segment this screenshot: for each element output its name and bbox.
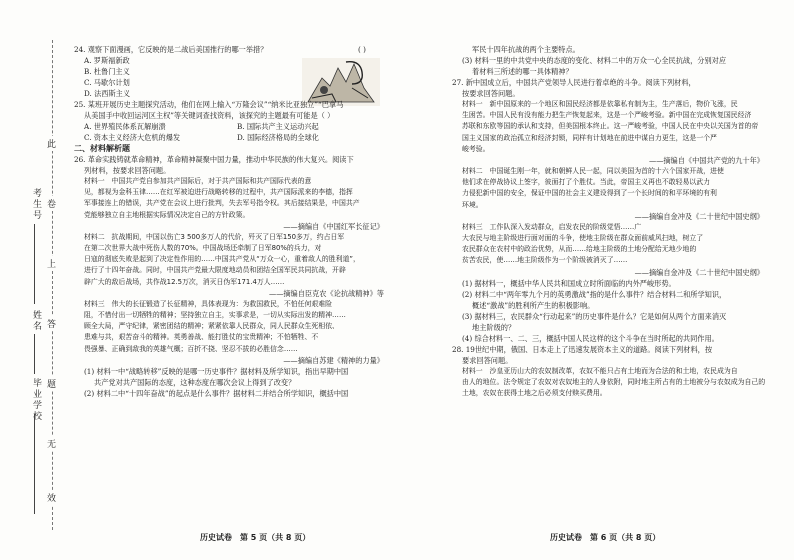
q24-option: A. 罗斯福新政	[84, 56, 130, 65]
q27-material-1-line: 材料一 新中国原来的一个地区和国民经济都是依靠私有制为主，生产落后，物价飞涨，民	[462, 100, 738, 108]
q25-option: C. 资本主义经济大危机的爆发	[84, 133, 181, 142]
q26-stem: 26. 革命实践铸就革命精神，革命精神凝聚中国力量，推动中华民族的伟大复兴。阅读下	[74, 155, 354, 164]
q26-sub-question-2: (2) 材料二中“十四年奋战”的起点是什么事件？据材料二并结合所学知识，概括中国	[84, 388, 349, 398]
exam-id-label: 考生号	[31, 188, 41, 221]
q27-material-1-line: 国主义国家的政治孤立和经济封锁，同样有计划地在前进中谋自力更生，这是一个严	[462, 133, 717, 142]
seal-char: 无	[47, 436, 56, 451]
school-field[interactable]	[34, 414, 35, 514]
seal-char: 答	[47, 316, 56, 331]
q24-stem-text: 24. 观察下面漫画，它反映的是二战后美国推行的哪一举措？	[74, 45, 268, 54]
q27-material-2-line: 力侵犯新中国的安全，保证中国的社会主义建设得到了一个长时间的和平环境的有利	[462, 189, 717, 198]
name-label: 姓名	[31, 310, 41, 332]
seal-char: 上	[47, 256, 56, 271]
q26-material-3-line: 阻，不惜付出一切牺牲的精神；坚持独立自主，实事求是，一切从实际出发的精神……	[84, 311, 346, 320]
q24-option: B. 杜鲁门主义	[84, 67, 130, 76]
q27-material-2-line: 他们求在停战协议上签字，彼面打了个胜仗。当此，帝国主义再也不敢轻易以武力	[462, 178, 711, 187]
q27-material-2-line: 环境。	[462, 200, 483, 209]
q27-material-1-source: ——摘编自《中国共产党的九十年》	[648, 156, 764, 166]
section-title: 二、材料解析题	[74, 144, 130, 153]
q27-sub-question-3: (3) 据材料三，农民群众“行动起来”的历史事件是什么？它是如何从两个方面来消灭	[462, 311, 727, 321]
q26-material-1-line: 材料一 中国共产党自参加共产国际后，对于共产国际和共产国际代表的意	[84, 177, 312, 185]
seal-char: 题	[47, 376, 56, 391]
q26-material-3-source: ——摘编自苏建《精神的力量》	[283, 355, 384, 365]
q27-material-2-line: 材料二 中国诞生刚一年，就和朝鲜人民一起，同以美国为首的十六个国家开战，进使	[462, 167, 724, 176]
q24-option: C. 马歇尔计划	[84, 78, 130, 87]
q26-sub-question-1: (1) 材料一中“战略转移”反映的是哪一历史事件？据材料及所学知识，指出早期中国	[84, 366, 349, 376]
q27-sub-question-4: (4) 综合材料一、二、三，概括中国人民这样的这个斗争在当时所起的共同作用。	[462, 333, 719, 343]
q28-stem-cont: 要求回答问题。	[462, 355, 513, 365]
q27-material-1-line: 峻考验。	[462, 144, 490, 153]
q24-answer-bracket: ( )	[358, 45, 366, 54]
page-6-column	[452, 44, 770, 399]
seal-char: 卷	[47, 196, 56, 211]
q27-sub-question-2: (2) 材料二中“两年零九个月的英勇激战”指的是什么事件？结合材料二和所学知识，	[462, 289, 727, 299]
q25-stem: 25. 某班开展历史主题探究活动，他们在网上输入“万隆会议”“纳米比亚独立”“巴拿马	[74, 100, 344, 109]
q26-material-3-line: 材料三 伟大的长征锻造了长征精神，具体表现为：为救国救民，不怕任何艰难险	[84, 299, 333, 308]
name-field[interactable]	[34, 334, 35, 374]
school-label: 毕业学校	[31, 378, 41, 422]
exam-id-field[interactable]	[34, 224, 35, 304]
q27-material-1-line: 苏联和东欧等国的承认和支持，但美国根本终止。这一严峻考验，中国人民在中央以关国为首的帝	[462, 122, 759, 131]
q26-material-1-source: ——摘编自《中国红军长征记》	[283, 221, 384, 231]
seal-line	[52, 40, 53, 530]
q26-material-1-line: 军事接连上的错误，共产党在会议上进行批判，失去军号指令权。其后接结果是，中国共产	[84, 199, 360, 208]
q27-material-1-line: 生困苦。中国人民有没有能力把生产恢复起来，这是一个严峻考验。新中国在完成恢复国民经济	[462, 111, 752, 120]
q25-stem-cont: 从美国手中收回运河区主权”等关键词查找资料，该探究的主题最有可能是（ ）	[84, 111, 335, 120]
q28-material-1-line: 土地，农奴在获得土地之后必须支付赎买费用。	[462, 389, 607, 398]
q26-material-2-line: 在第二次世界大战中死伤人数的70%。中国战场还牵制了日军80%的兵力，对	[84, 244, 322, 253]
q26-material-1-line: 党能够独立自主地根据实际情况决定自己的方针政策。	[84, 210, 250, 219]
q26-material-2-line: 进行了十四年奋战。同时，中国共产党最大限度地动员和团结全国军民共同抗战，开辟	[84, 266, 346, 275]
q26-material-2-line: 日寇的彻底失败是起到了决定性作用的……中国共产党从“万众一心，重着敌人的胜利道”，	[84, 255, 360, 264]
q27-sub-question-2-cont: 概述“激战”的胜利所产生的积极影响。	[472, 300, 595, 310]
q26-material-3-line: 畏强暴、正确到敌我的英雄气概；百折不挠、坚忍不拔的必胜信念……	[84, 344, 298, 353]
seal-char: 效	[47, 490, 56, 505]
q25-option: D. 国际经济格局的全球化	[237, 133, 319, 142]
q25-options	[74, 121, 390, 143]
q26-sub-question-1-cont: 共产党对共产国际的态度，这种态度在哪次会议上得到了改变？	[94, 377, 296, 387]
q26-material-2-line: 材料二 抗战期间，中国以伤亡3 500多万人的代价，歼灭了日军150多万，约占日军	[84, 232, 345, 241]
q25-option: A. 世界殖民体系瓦解崩溃	[84, 122, 166, 131]
page-5-footer: 历史试卷 第 5 页（共 8 页）	[200, 533, 311, 542]
seal-char: 此	[47, 136, 56, 151]
q27-material-3-source: ——摘编自金冲及《二十世纪中国史纲》	[634, 267, 764, 277]
binding-margin	[0, 0, 66, 560]
q26-material-2-line: 辟广大的敌后战场，共作战12.5万次，消灭日伪军171.4万人……	[84, 277, 285, 286]
q27-stem: 27. 新中国成立后，中国共产党领导人民进行着卓绝的斗争。阅读下列材料，	[452, 78, 696, 87]
page-6-footer: 历史试卷 第 6 页（共 8 页）	[550, 533, 661, 542]
q26-sub-question-2-cont: 军民十四年抗战的两个主要特点。	[472, 45, 580, 54]
q27-sub-question-1: (1) 据材料一，概括中华人民共和国成立时所面临的内外严峻形势。	[462, 278, 676, 288]
q27-material-3-line: 农民群众在农村中的政治优势，从而……给地主阶级的土地分配给无地少地的	[462, 245, 697, 254]
q27-material-3-line: 材料三 工作队深入发动群众，启发农民的阶级觉悟……广	[462, 222, 642, 231]
q27-stem-cont: 按要求回答问题。	[462, 89, 520, 98]
q27-material-3-line: 贫苦农民，使……地主阶级作为一个阶级被消灭了……	[462, 256, 628, 265]
q28-stem: 28. 19世纪中期，俄国、日本走上了迅速发展资本主义的道路。阅读下列材料，按	[452, 344, 713, 354]
q25-option: B. 国际共产主义运动兴起	[237, 122, 319, 131]
q24-stem	[74, 44, 390, 55]
q28-material-1-line: 由人的地位。法令规定了农奴对农奴地主的人身依附，同时地主所占有的土地被分与农奴成为自己的	[462, 377, 766, 386]
q27-material-2-source: ——摘编自金冲及《二十世纪中国史纲》	[634, 211, 764, 221]
q26-material-3-line: 患难与共，艰苦奋斗的精神。英勇善战、能打胜仗的宝贵精神；不怕牺牲、不	[84, 333, 319, 342]
q26-sub-question-3-cont: 着材料三所述的哪一具体精神？	[472, 67, 573, 76]
q28-material-1-line: 材料一 沙皇亚历山大的农奴制改革，农奴不能只占有土地而为合法的和土地，农民成为自	[462, 366, 738, 375]
page-5-column	[74, 44, 390, 399]
q26-stem-cont: 列材料，按要求回答问题。	[84, 166, 171, 175]
q26-material-3-line: 顾全大局，严守纪律，紧密团结的精神；紧紧依靠人民群众，同人民群众生死相依、	[84, 322, 339, 331]
q24-option: D. 法西斯主义	[84, 89, 131, 98]
q27-material-3-line: 大农民与地主阶级进行面对面的斗争，使地主阶级在群众面前威风扫地，树立了	[462, 234, 704, 243]
q26-sub-question-3: (3) 材料一里的中共党中央的态度的变化、材料二中的万众一心全民抗战，分别对应	[462, 56, 727, 65]
q26-material-2-source: ——摘编自臣克农《论抗战精神》等	[268, 288, 384, 298]
q26-material-1-line: 见，都视为金科玉律……在红军被迫进行战略转移的过程中，共产国际派来的李德，指挥	[84, 188, 353, 197]
q27-sub-question-3-cont: 地主阶级的？	[472, 322, 516, 332]
